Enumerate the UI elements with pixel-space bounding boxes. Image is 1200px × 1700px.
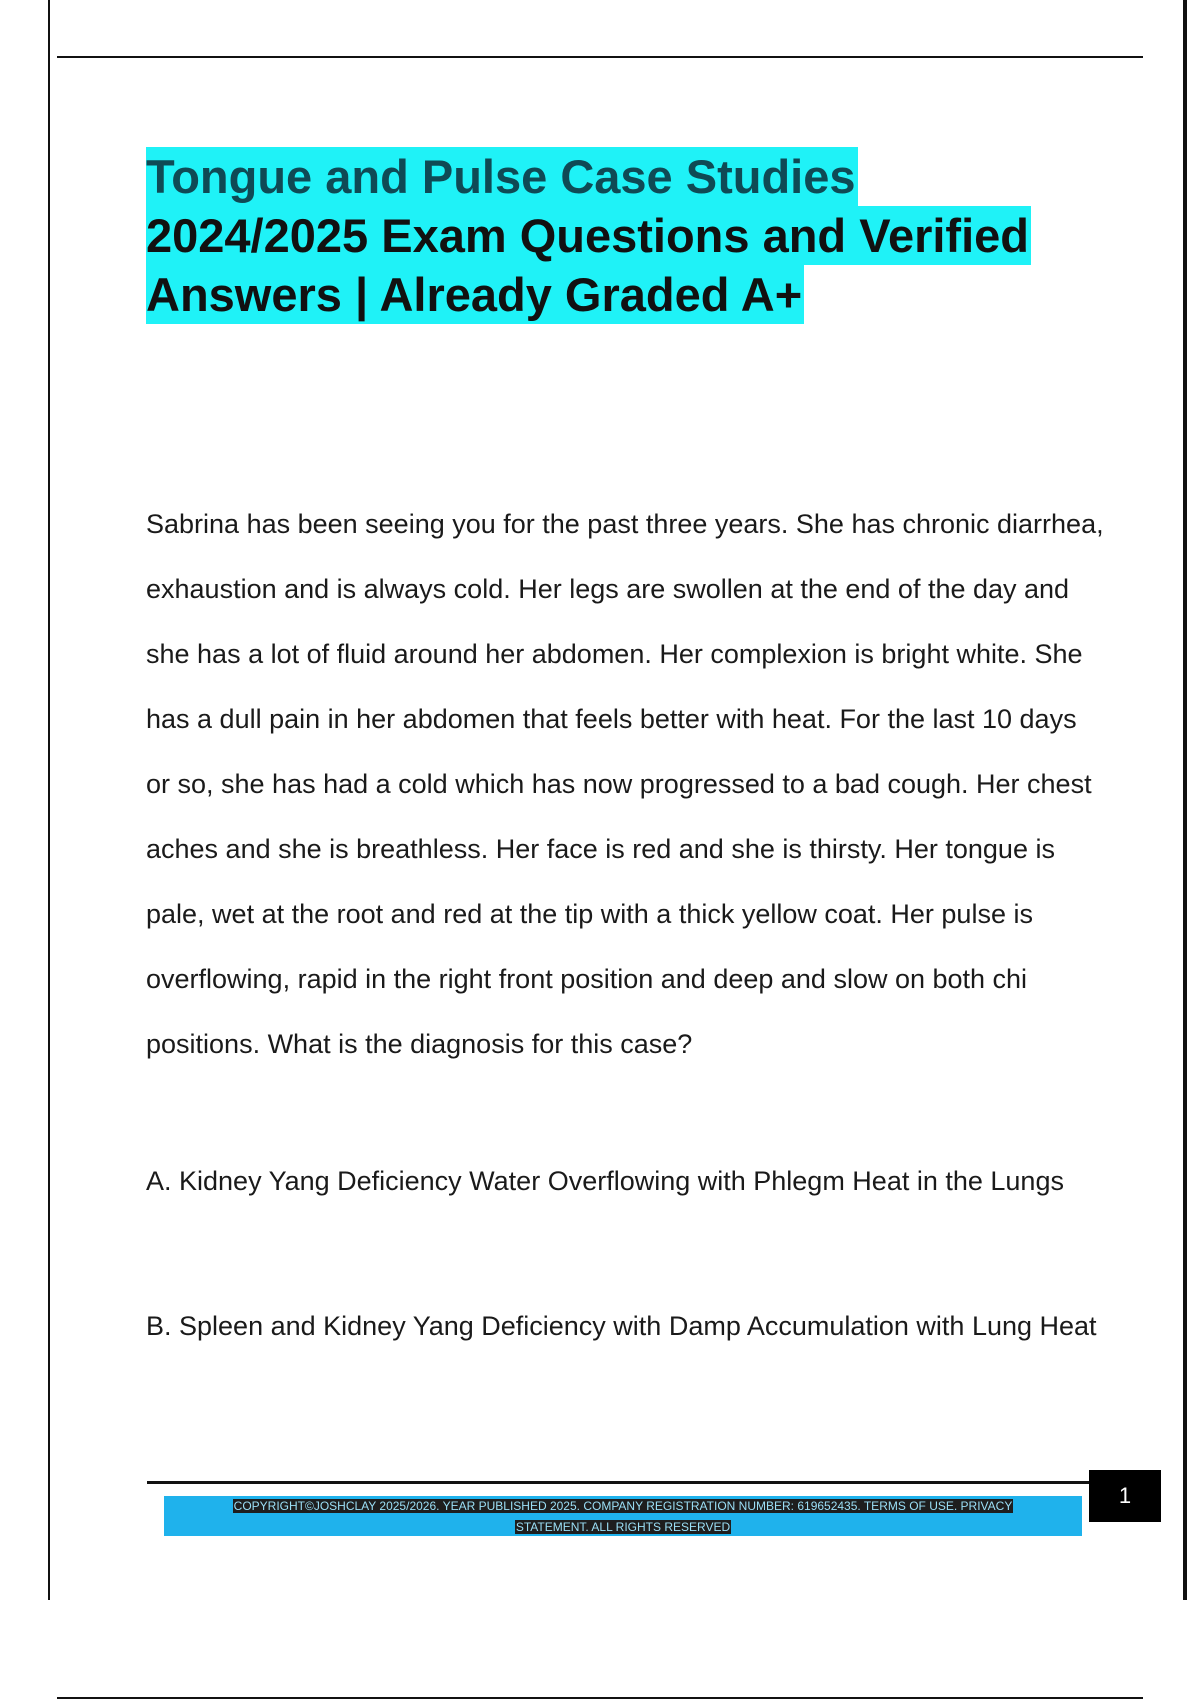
copyright-line-1: COPYRIGHT©JOSHCLAY 2025/2026. YEAR PUBLISHED 2025. COMPANY REGISTRATION NUMBER: 619652435. TERMS OF USE. PRIVACY: [233, 1499, 1013, 1513]
copyright-line-2: STATEMENT. ALL RIGHTS RESERVED: [515, 1520, 731, 1534]
left-page-border: [48, 0, 50, 1600]
top-rule: [57, 56, 1143, 58]
footer-rule: [147, 1481, 1090, 1484]
answer-option-a: A. Kidney Yang Deficiency Water Overflowing with Phlegm Heat in the Lungs: [146, 1166, 1064, 1196]
document-title: [146, 147, 1106, 324]
title-line-2: 2024/2025 Exam Questions and Verified: [146, 206, 1031, 265]
bottom-rule: [57, 1697, 1143, 1699]
right-page-border: [1183, 0, 1187, 1600]
title-line-3: Answers | Already Graded A+: [146, 265, 804, 324]
title-line-1: Tongue and Pulse Case Studies: [146, 147, 858, 206]
copyright-footer: [164, 1496, 1082, 1536]
answer-option-b: B. Spleen and Kidney Yang Deficiency with Damp Accumulation with Lung Heat: [146, 1311, 1097, 1341]
page-number: 1: [1089, 1470, 1161, 1522]
question-paragraph: Sabrina has been seeing you for the past three years. She has chronic diarrhea, exhaustion and is always cold. Her legs are swollen at the end of the day and she has a lot of fluid around her abdomen. Her complexion is bright white. She has a dull pain in her abdomen that feels better with heat. For the last 10 days or so, she has had a cold which has now progressed to a bad cough. Her chest aches and she is breathless. Her face is red and she is thirsty. Her tongue is pale, wet at the root and red at the tip with a thick yellow coat. Her pulse is overflowing, rapid in the right front position and deep and slow on both chi positions. What is the diagnosis for this case?: [146, 509, 1104, 1059]
